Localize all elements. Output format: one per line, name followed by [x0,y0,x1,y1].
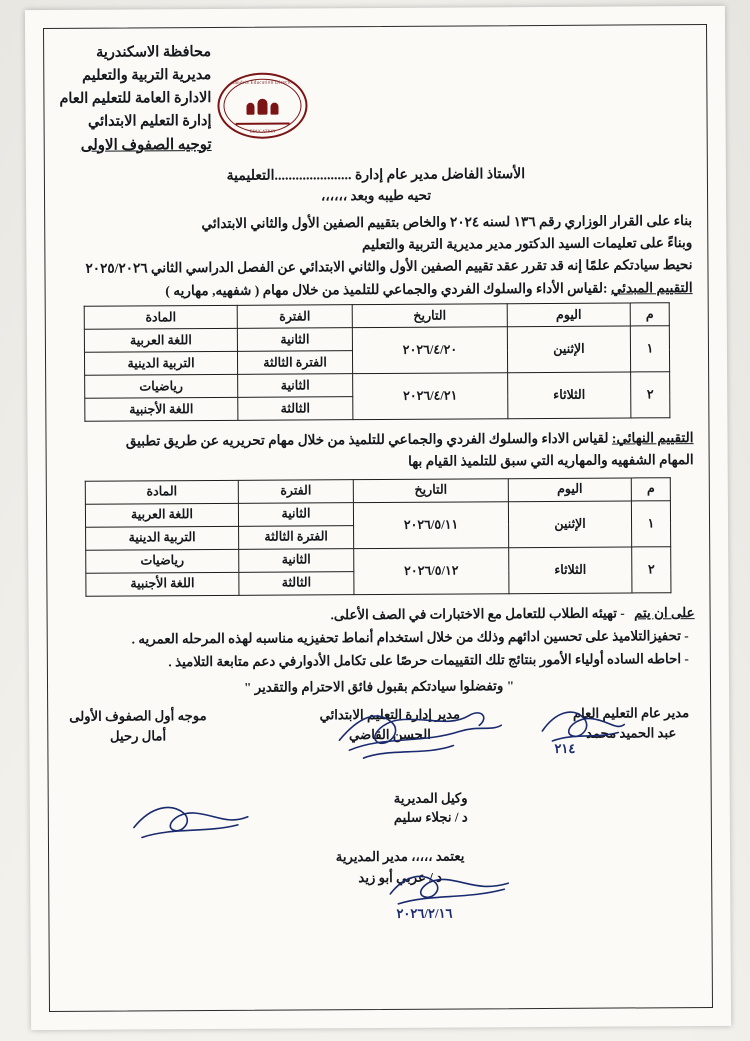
signature-name: د / نجلاء سليم [393,809,468,826]
logo-top-text: Alexandria Education Directorate [223,80,301,86]
table-row [85,372,670,399]
letterhead-line-2: مديرية التربية والتعليم [82,66,212,84]
signature-row [63,703,695,746]
intro-line-1: بناء على القرار الوزاري رقم ١٣٦ لسنه ٢٠٢٤ والخاص بتقييم الصفين الأول والثاني الابتدائي [201,213,693,232]
cell-date: ٢٠٢٦/٥/١١ [353,502,508,549]
cell-subject: اللغة العربية [84,329,237,353]
col-header-m: م [630,303,669,326]
final-assessment-table [85,477,672,597]
cell-subject: اللغة العربية [85,503,238,527]
col-header-m: م [631,478,670,501]
deputy-signature-row [64,787,696,830]
col-header-date: التاريخ [353,479,508,503]
section-2-text-line-2: المهام الشفهيه والمهاريه التي سبق للتلميذ القيام بها [408,452,694,469]
letterhead-text [59,39,212,158]
cell-date: ٢٠٢٦/٤/٢٠ [352,327,507,374]
col-header-period: الفترة [238,480,353,504]
signature-title: مدير إدارة التعليم الابتدائي [319,706,461,723]
cell-date: ٢٠٢٦/٥/١٢ [354,548,509,595]
addressee-line: الأستاذ الفاضل مدير عام إدارة ......................التعليمية [226,167,526,185]
logo-bottom-text: EDUCATION [249,128,276,134]
cell-subject: اللغة الأجنبية [86,572,239,596]
cell-day: الإثنين [508,501,631,548]
signature-date-ink: ٢١٤ [554,740,576,756]
cell-subject: التربية الدينية [86,526,239,550]
cell-subject: رياضيات [85,375,238,399]
letterhead-line-5: توجيه الصفوف الاولى [80,136,212,154]
cell-period: الثانية [238,503,353,527]
greeting-line: تحيه طيبه وبعد ،،،،،، [320,187,432,204]
cell-m: ٢ [632,547,671,593]
signature-block-general-director [573,703,689,743]
letterhead-line-4: إدارة التعليم الابتدائي [87,112,212,130]
signature-block-supervisor [69,706,207,746]
cell-period: الفترة الثالثة [239,526,354,550]
signature-name: عبد الحميد محمد [586,724,677,741]
approval-name: د / عربي أبو زيد [358,869,443,886]
col-header-subject: المادة [85,480,238,504]
cell-m: ٢ [631,372,670,418]
intro-paragraph [60,210,692,280]
cell-subject: التربية الدينية [84,352,237,376]
cell-day: الثلاثاء [509,547,632,594]
signature-name: الحسن القاضي [348,726,431,742]
cell-date: ٢٠٢٦/٤/٢١ [353,373,508,420]
signature-block-deputy [394,788,468,828]
signature-name: أمال رحيل [109,728,167,744]
notes-section [63,601,695,674]
letterhead-line-1: محافظة الاسكندرية [95,44,212,61]
note-item-2: - تحفيزالتلاميذ على تحسين ادائهم وذلك من خلال استخدام أنماط تحفيزيه مناسبه لهذه المرحله العمريه . [131,628,689,647]
initial-assessment-table [84,303,671,423]
approval-date-ink: ٢٠٢٦/٢/١٦ [396,905,453,921]
cell-day: الإثنين [507,326,630,373]
cell-period: الثانية [237,328,352,352]
cell-m: ١ [631,501,670,547]
col-header-period: الفترة [237,305,352,329]
intro-line-2: وبناءً على تعليمات السيد الدكتور مدير مديرية التربية والتعليم [361,235,693,253]
document-sheet [25,6,731,1030]
intro-line-3: نحيط سيادتكم علمًا إنه قد تقرر عقد تقييم الصفين الأول والثاني الابتدائي عن الفصل الدراسي الثاني ٢٠٢٥/٢٠٢٦ [85,257,693,277]
signature-block-primary-director [319,705,460,745]
cell-m: ١ [630,326,669,372]
col-header-date: التاريخ [352,304,507,328]
cell-period: الفترة الثالثة [237,351,352,375]
signature-title: وكيل المديرية [393,790,468,806]
section-1-text: :لقياس الأداء والسلوك الفردي والجماعي للتلميذ من خلال مهام ( شفهيه, مهاريه ) [165,280,608,299]
section-1-label: التقييم المبدئي [610,280,693,296]
section-2-label: التقييم النهائي: [611,430,694,446]
col-header-subject: المادة [84,306,237,330]
cell-subject: اللغة الأجنبية [85,398,238,422]
cell-period: الثانية [239,549,354,573]
signature-title: موجه أول الصفوف الأولى [69,708,207,724]
document-content [59,36,697,1004]
note-item-1: - تهيئه الطلاب للتعامل مع الاختبارات في الصف الأعلى. [330,605,625,623]
section-2-heading [61,427,693,474]
table-row [85,501,670,528]
cell-subject: رياضيات [86,549,239,573]
cell-period: الثالثة [239,572,354,596]
table-row [84,326,669,353]
col-header-day: اليوم [507,303,630,327]
col-header-day: اليوم [508,478,631,502]
cell-period: الثانية [238,374,353,398]
letterhead [59,36,692,158]
approval-title: يعتمد ،،،،، مدير المديرية [335,848,465,865]
approval-block [64,844,696,890]
letterhead-line-3: الادارة العامة للتعليم العام [59,89,212,107]
directorate-logo-icon [217,72,307,139]
closing-line: " وتفضلوا سيادتكم بقبول فائق الاحترام والتقدير " [243,678,515,695]
cell-period: الثالثة [238,397,353,421]
table-row [86,547,671,574]
signature-title: مدير عام التعليم العام [572,705,690,721]
cell-day: الثلاثاء [508,372,631,419]
note-item-3: - احاطه الساده أولياء الأمور بنتائج تلك التقييمات حرصًا على تكامل الأدوارفي دعم متابعة التلاميذ . [168,651,689,670]
section-2-text-line-1: لقياس الاداء والسلوك الفردي والجماعي للتلميذ من خلال مهام تحريريه عن طريق تطبيق [125,430,609,449]
section-1-heading [61,280,693,300]
notes-heading: على ان يتم [634,604,695,621]
